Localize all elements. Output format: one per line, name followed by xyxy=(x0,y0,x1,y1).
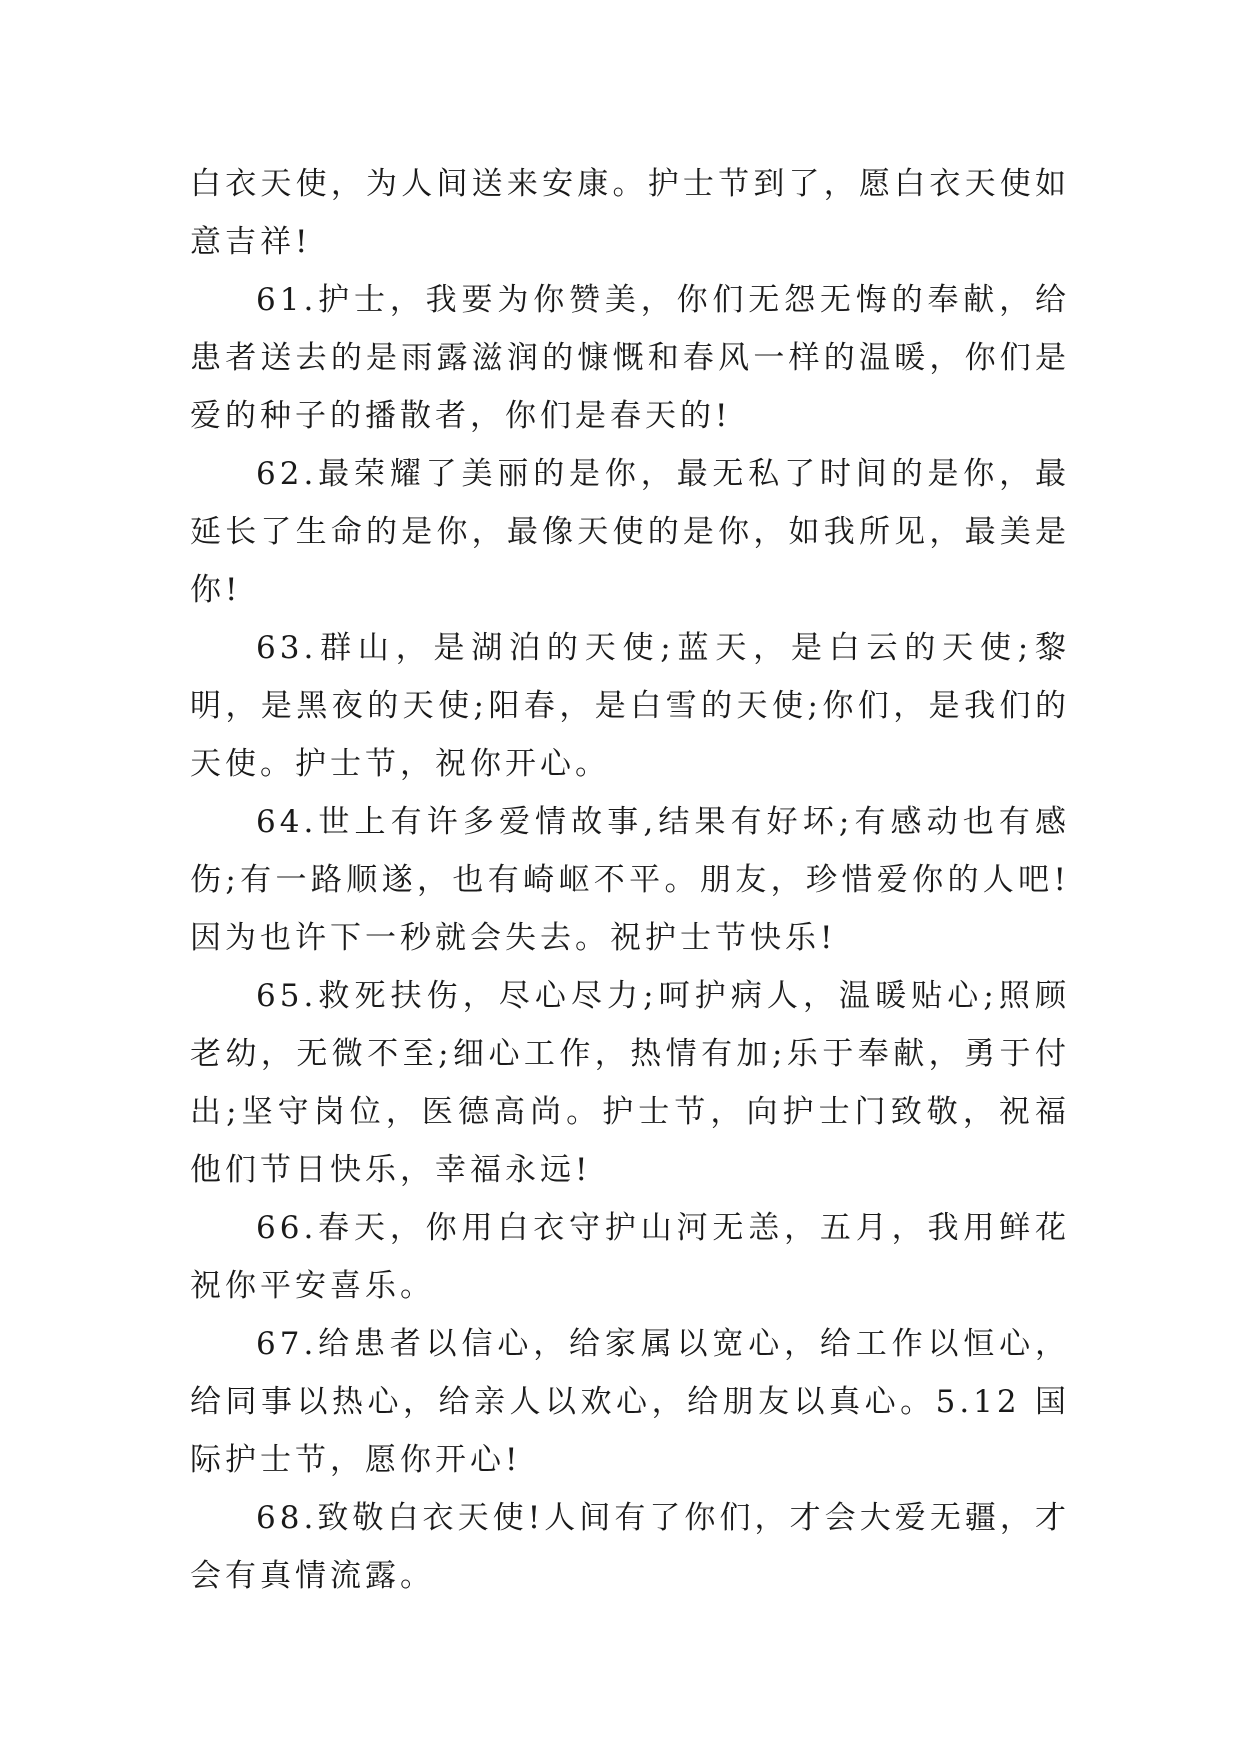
paragraph-item-63: 63.群山，是湖泊的天使;蓝天，是白云的天使;黎明，是黑夜的天使;阳春，是白雪的天使;你们，是我们的天使。护士节，祝你开心。 xyxy=(190,630,1070,782)
paragraph-item-64: 64.世上有许多爱情故事,结果有好坏;有感动也有感伤;有一路顺遂，也有崎岖不平。朋友，珍惜爱你的人吧!因为也许下一秒就会失去。祝护士节快乐! xyxy=(190,804,1070,956)
paragraph-item-66: 66.春天，你用白衣守护山河无恙，五月，我用鲜花祝你平安喜乐。 xyxy=(190,1210,1070,1304)
paragraph-item-67: 67.给患者以信心，给家属以宽心，给工作以恒心，给同事以热心，给亲人以欢心，给朋友以真心。5.12 国际护士节，愿你开心! xyxy=(190,1326,1070,1478)
paragraph-item-62: 62.最荣耀了美丽的是你，最无私了时间的是你，最延长了生命的是你，最像天使的是你，如我所见，最美是你! xyxy=(190,456,1070,608)
paragraph-item-61: 61.护士，我要为你赞美，你们无怨无悔的奉献，给患者送去的是雨露滋润的慷慨和春风一样的温暖，你们是爱的种子的播散者，你们是春天的! xyxy=(190,282,1070,434)
paragraph-item-68: 68.致敬白衣天使!人间有了你们，才会大爱无疆，才会有真情流露。 xyxy=(190,1500,1070,1594)
paragraph-item-65: 65.救死扶伤，尽心尽力;呵护病人，温暖贴心;照顾老幼，无微不至;细心工作，热情有加;乐于奉献，勇于付出;坚守岗位，医德高尚。护士节，向护士门致敬，祝福他们节日快乐，幸福永远! xyxy=(190,978,1070,1188)
paragraph-continuation: 白衣天使，为人间送来安康。护士节到了，愿白衣天使如意吉祥! xyxy=(190,166,1070,260)
document-body xyxy=(190,155,1070,1605)
